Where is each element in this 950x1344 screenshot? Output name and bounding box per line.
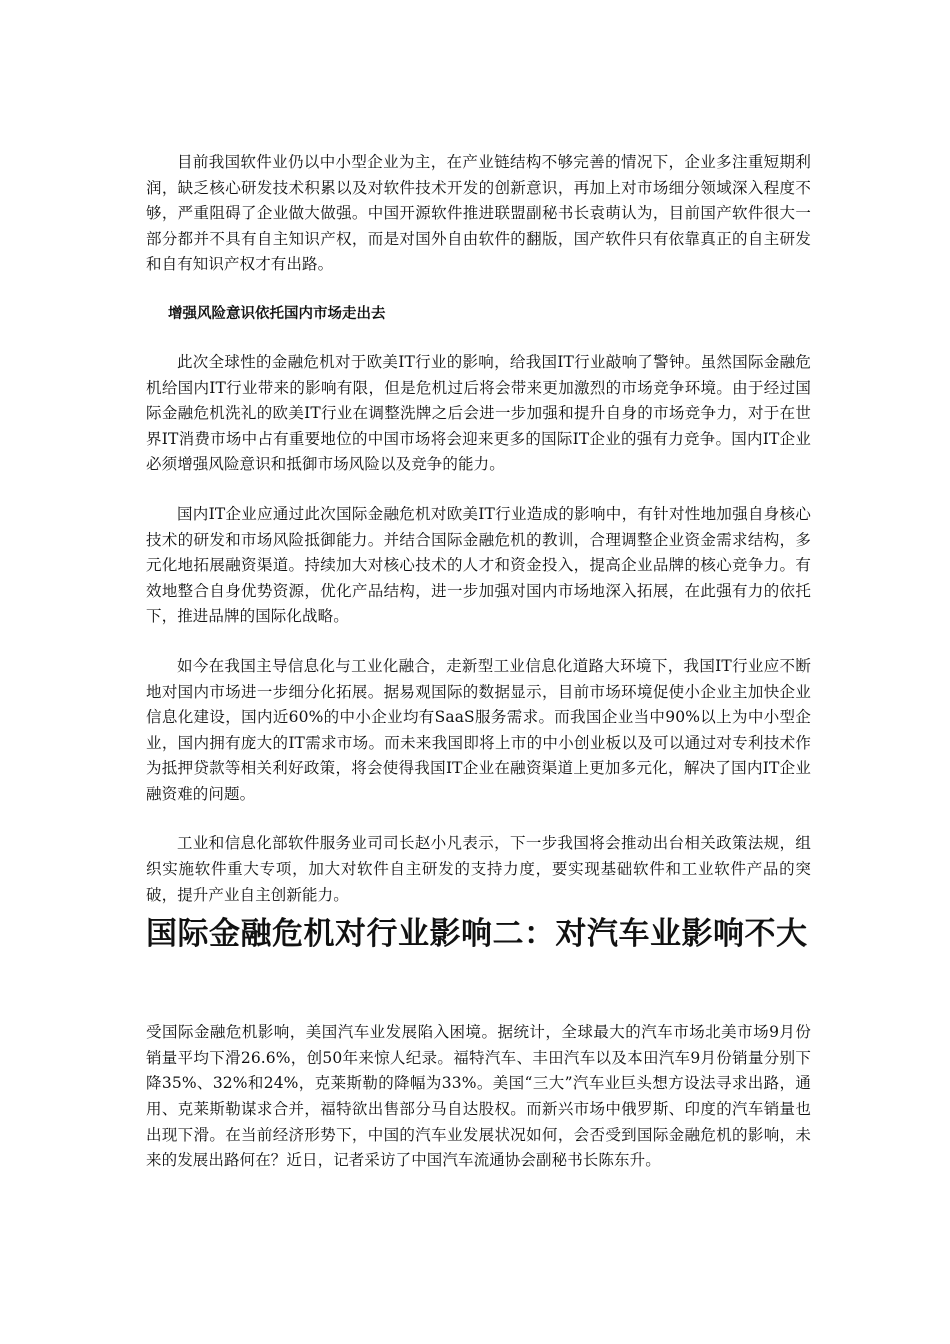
heading-spacer — [146, 956, 811, 1020]
paragraph-spacer — [146, 278, 811, 302]
article-heading: 国际金融危机对行业影响二：对汽车业影响不大 — [146, 916, 808, 953]
paragraph-policy: 工业和信息化部软件服务业司司长赵小凡表示，下一步我国将会推动出台相关政策法规，组织实施软件重大专项，加大对软件自主研发的支持力度，要实现基础软件和工业软件产品的突破，提升产业自主创新能力。 — [146, 834, 811, 904]
paragraph-spacer — [146, 478, 811, 502]
paragraph-software-industry: 目前我国软件业仍以中小型企业为主，在产业链结构不够完善的情况下，企业多注重短期利润，缺乏核心研发技术积累以及对软件技术开发的创新意识，再加上对市场细分领域深入程度不够，严重阻碍了企业做大做强。中国开源软件推进联盟副秘书长袁萌认为，目前国产软件很大一部分都并不具有自主知识产权，而是对国外自由软件的翻版，国产软件只有依靠真正的自主研发和自有知识产权才有出路。 — [146, 153, 811, 274]
paragraph-auto-industry: 受国际金融危机影响，美国汽车业发展陷入困境。据统计，全球最大的汽车市场北美市场9月份销量平均下滑26.6%，创50年来惊人纪录。福特汽车、丰田汽车以及本田汽车9月份销量分别下降35%、32%和24%，克莱斯勒的降幅为33%。美国“三大”汽车业巨头想方设法寻求出路，通用、克莱斯勒谋求合并，福特欲出售部分马自达股权。而新兴市场中俄罗斯、印度的汽车销量也出现下滑。在当前经济形势下，中国的汽车业发展状况如何，会否受到国际金融危机的影响，未来的发展出路何在？近日，记者采访了中国汽车流通协会副秘书长陈东升。 — [146, 1023, 811, 1170]
paragraph-domestic-market: 如今在我国主导信息化与工业化融合，走新型工业信息化道路大环境下，我国IT行业应不断地对国内市场进一步细分化拓展。据易观国际的数据显示，目前市场环境促使小企业主加快企业信息化建设，国内近60%的中小企业均有SaaS服务需求。而我国企业当中90%以上为中小型企业，国内拥有庞大的IT需求市场。而未来我国即将上市的中小创业板以及可以通过对专利技术作为抵押贷款等相关利好政策，将会使得我国IT企业在融资渠道上更加多元化，解决了国内IT企业融资难的问题。 — [146, 656, 811, 803]
paragraph-risk-awareness: 此次全球性的金融危机对于欧美IT行业的影响，给我国IT行业敲响了警钟。虽然国际金融危机给国内IT行业带来的影响有限，但是危机过后将会带来更加激烈的市场竞争环境。由于经过国际金融危机洗礼的欧美IT行业在调整洗牌之后会进一步加强和提升自身的市场竞争力，对于在世界IT消费市场中占有重要地位的中国市场将会迎来更多的国际IT企业的强有力竞争。国内IT企业必须增强风险意识和抵御市场风险以及竞争的能力。 — [146, 352, 811, 474]
paragraph-core-technology: 国内IT企业应通过此次国际金融危机对欧美IT行业造成的影响中，有针对性地加强自身核心技术的研发和市场风险抵御能力。并结合国际金融危机的教训，合理调整企业资金需求结构，多元化地拓展融资渠道。持续加大对核心技术的人才和资金投入，提高企业品牌的核心竞争力。有效地整合自身优势资源，优化产品结构，进一步加强对国内市场地深入拓展，在此强有力的依托下，推进品牌的国际化战略。 — [146, 504, 811, 626]
paragraph-spacer — [146, 807, 811, 831]
paragraph-spacer — [146, 326, 811, 350]
section-subheading: 增强风险意识依托国内市场走出去 — [168, 305, 386, 322]
paragraph-spacer — [146, 630, 811, 654]
document-page — [146, 150, 811, 1174]
